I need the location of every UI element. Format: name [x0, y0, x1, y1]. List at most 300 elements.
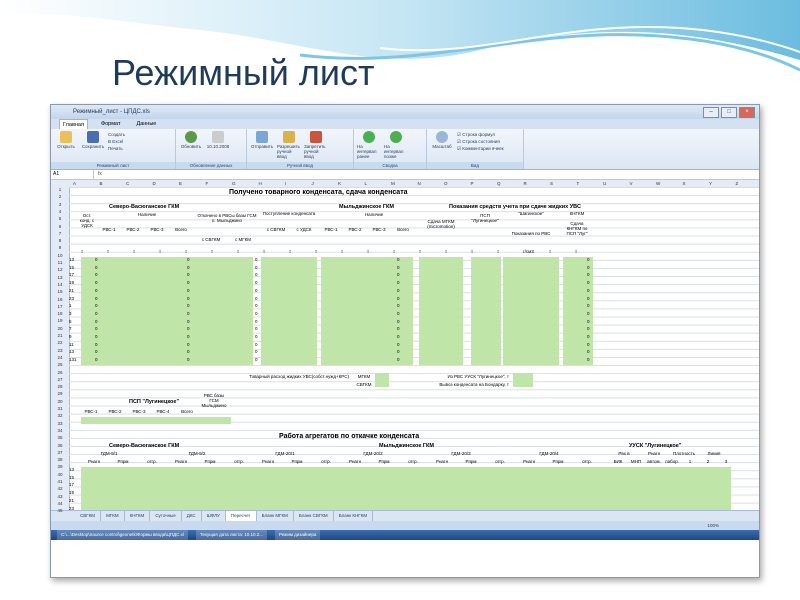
sheet-tab[interactable]: ШФЛУ	[202, 511, 226, 521]
sheet-tab[interactable]: МГКМ	[101, 511, 125, 521]
fx-icon: fx	[98, 171, 102, 177]
value-cell: 0	[587, 318, 590, 324]
column-header[interactable]: A	[73, 181, 77, 186]
ribbon-group-view	[427, 129, 524, 169]
sheet-tab[interactable]: Бланк СВГКМ	[294, 511, 334, 521]
calendar-icon	[212, 131, 224, 143]
mg-nalichie-label: Наличие	[364, 212, 384, 217]
row-header[interactable]: 1	[58, 187, 62, 192]
s-svgkm-label: с СВГКМ	[201, 237, 221, 242]
value-cell: 0	[397, 257, 400, 262]
row-header[interactable]: 42	[57, 486, 63, 492]
row-header[interactable]: 40	[57, 471, 63, 477]
uusk-sub-label: БИК	[613, 459, 623, 464]
uusk-sub-label: 3	[724, 459, 728, 464]
row-header[interactable]: 4	[58, 208, 62, 214]
open-button[interactable]: Открыть	[54, 131, 78, 169]
value-cell: 0	[255, 280, 258, 286]
taskbar-item-path[interactable]: C:\...\Desktop\Source control\geonetk\Формы ввода\ЦПДС.xl	[57, 530, 188, 540]
excel-screenshot	[50, 104, 760, 578]
time-cell: 13	[69, 257, 75, 262]
green-input-column[interactable]	[99, 257, 199, 365]
sheet-tab[interactable]: ДКС	[182, 511, 202, 521]
name-box[interactable]: A1	[51, 170, 94, 179]
pump-mg-header: Мыльджинское ГКМ	[379, 443, 434, 449]
pump-col-label: отгр.	[321, 459, 331, 464]
arrow-left-icon	[363, 131, 375, 143]
uusk-sub-label: 1	[688, 459, 692, 464]
gdm-label: ГДМ-9/1	[100, 451, 118, 456]
gdm-label: ГДМ-20/1	[275, 451, 295, 456]
row-header[interactable]: 43	[57, 493, 63, 499]
value-cell: 0	[187, 310, 190, 316]
value-cell: 0	[587, 257, 590, 262]
uusk-header: УУСК "Лугинецкое"	[629, 443, 682, 449]
value-cell: 0	[95, 341, 98, 347]
group-label: Ручной ввод	[247, 162, 353, 169]
time-cell: 17	[69, 272, 75, 278]
row-header[interactable]: 2	[58, 194, 62, 200]
pump-col-label: Рнагн	[261, 459, 275, 464]
column-header[interactable]: H	[258, 181, 262, 186]
column-header[interactable]: O	[444, 181, 448, 186]
row-header[interactable]: 19	[57, 318, 63, 324]
value-cell: 0	[397, 272, 400, 278]
uusk-sub-label: лабор.	[665, 459, 679, 464]
uusk-sub-label: автом.	[647, 459, 661, 464]
value-cell: 0	[255, 264, 258, 270]
taskbar	[51, 530, 759, 540]
pump-time-cell: 23	[69, 505, 75, 510]
magnifier-icon	[436, 131, 448, 143]
row-header[interactable]: 31	[57, 406, 63, 411]
value-cell: 0	[587, 272, 590, 278]
time-cell: 9	[69, 334, 72, 339]
pump-col-label: Рпрм	[204, 459, 216, 464]
pump-sv-header: Северо-Васюганское ГКМ	[109, 443, 180, 449]
save-button[interactable]: Сохранить	[81, 131, 105, 169]
psp-rvs2: РВС-2	[108, 409, 122, 414]
row-header[interactable]: 14	[57, 281, 63, 287]
row-header[interactable]: 34	[57, 427, 63, 433]
lock-icon	[310, 131, 322, 143]
column-header[interactable]: C	[126, 181, 130, 186]
row-header[interactable]: 15	[57, 289, 63, 295]
postup-svgkm-label: с СВГКМ	[266, 227, 286, 232]
row-header[interactable]: 44	[57, 500, 63, 506]
value-cell: 0	[95, 272, 98, 278]
green-input-column[interactable]	[193, 257, 253, 365]
value-cell: 0	[587, 334, 590, 339]
unit-cell: т	[107, 249, 110, 254]
value-cell: 0	[187, 326, 190, 332]
sheet-tab[interactable]: Бланк КНГКМ	[334, 511, 373, 521]
row-header[interactable]: 16	[57, 296, 63, 302]
value-cell: 0	[187, 341, 190, 347]
main-title: Получено товарного конденсата, сдача конденсата	[229, 189, 408, 196]
group-label: Режимный лист	[51, 162, 175, 169]
value-cell: 0	[397, 349, 400, 355]
row-header[interactable]: 5	[58, 216, 62, 222]
column-header[interactable]: J	[311, 181, 314, 186]
value-cell: 0	[95, 326, 98, 332]
row-header[interactable]: 26	[57, 369, 63, 375]
value-cell: 0	[187, 280, 190, 286]
uusk-sub-label: МНП	[630, 459, 642, 464]
column-header[interactable]: S	[550, 181, 554, 186]
column-header[interactable]: V	[629, 181, 633, 186]
pump-col-label: Рпрм	[291, 459, 303, 464]
row-header[interactable]: 39	[57, 464, 63, 470]
value-cell: 0	[187, 264, 190, 270]
zoom-button[interactable]: Масштаб	[430, 131, 454, 169]
time-cell: 5	[69, 318, 72, 324]
ribbon-group-update	[176, 129, 247, 169]
uusk-sub-label: 2	[706, 459, 710, 464]
sv-gkm-header: Северо-Васюганское ГКМ	[109, 204, 180, 210]
psp-vsego: Всего	[181, 409, 193, 414]
value-cell: 0	[95, 318, 98, 324]
column-header[interactable]: E	[179, 181, 183, 186]
floppy-icon	[87, 131, 99, 143]
row-header[interactable]: 28	[57, 384, 63, 390]
comments-toggle[interactable]: ☑ Комментарии ячеек	[457, 146, 504, 151]
value-cell: 0	[95, 334, 98, 339]
value-cell: 0	[255, 310, 258, 316]
ribbon-group-summary	[354, 129, 427, 169]
unit-cell: т	[497, 249, 500, 254]
row-header[interactable]: 18	[57, 311, 63, 317]
window-titlebar	[51, 105, 759, 119]
rabota-title: Работа агрегатов по откачке конденсата	[279, 433, 420, 440]
value-cell: 0	[95, 310, 98, 316]
row-header[interactable]: 8	[58, 238, 62, 244]
prev-interval-button[interactable]: На интервал ранее	[357, 131, 381, 169]
unit-cell: г/см3	[523, 249, 534, 254]
value-cell: 0	[397, 318, 400, 324]
sdacha-label: Сдача МГКМ (micromotion)	[427, 219, 455, 229]
row-header[interactable]: 36	[57, 442, 63, 448]
create-button[interactable]: Создать	[108, 132, 126, 137]
sheet-area[interactable]	[69, 187, 759, 510]
value-cell: 0	[95, 357, 98, 363]
row-header[interactable]: 7	[58, 230, 62, 236]
rvs1-label: РВС-1	[102, 227, 116, 232]
value-cell: 0	[397, 357, 400, 363]
row-header[interactable]: 33	[57, 420, 63, 426]
column-header[interactable]: M	[391, 181, 395, 186]
value-cell: 0	[255, 318, 258, 324]
column-header[interactable]: U	[603, 181, 607, 186]
value-cell: 0	[587, 303, 590, 309]
unit-cell: т	[159, 249, 162, 254]
time-cell: 15	[69, 264, 75, 270]
value-cell: 0	[397, 287, 400, 293]
group-label: Сводка	[354, 162, 426, 169]
time-cell: 131	[69, 357, 77, 363]
value-cell: 0	[187, 287, 190, 293]
unit-cell: т	[445, 249, 448, 254]
rvs-bazy-label: РВС базы ГСМ Мыльджино	[201, 393, 227, 408]
green-input-column[interactable]	[261, 257, 317, 365]
mg-rvs2-label: РВС-2	[348, 227, 362, 232]
value-cell: 0	[255, 287, 258, 293]
vyvoz-input[interactable]	[513, 373, 533, 387]
time-cell: 23	[69, 295, 75, 301]
value-cell: 0	[95, 349, 98, 355]
column-header[interactable]: F	[205, 181, 209, 186]
unit-cell: т	[549, 249, 552, 254]
pump-col-label: отгр.	[234, 459, 244, 464]
shaginskoe-label: "Шагинское"	[518, 211, 544, 216]
column-header[interactable]: R	[523, 181, 527, 186]
uusk-col-label: Рвх в	[618, 451, 630, 456]
value-cell: 0	[587, 357, 590, 363]
status-bar-toggle[interactable]: ☑ Строка состояния	[457, 139, 500, 144]
postup-udsk-label: с УДСК	[296, 227, 312, 232]
pump-col-label: отгр.	[495, 459, 505, 464]
row-header[interactable]: 13	[57, 274, 63, 280]
date-button[interactable]: 10.10.2008	[206, 131, 230, 169]
value-cell: 0	[397, 334, 400, 339]
unit-cell: т	[419, 249, 422, 254]
pump-col-label: Рпрм	[117, 459, 129, 464]
green-input-column[interactable]	[471, 257, 501, 365]
row-header[interactable]: 30	[57, 398, 63, 404]
value-cell: 0	[587, 287, 590, 293]
value-cell: 0	[397, 341, 400, 347]
row-header[interactable]: 21	[57, 333, 63, 338]
green-input-column[interactable]	[419, 257, 463, 365]
column-header[interactable]: L	[364, 181, 368, 186]
time-cell: 13	[69, 349, 75, 355]
refresh-button[interactable]: Обновить	[179, 131, 203, 169]
row-headers	[51, 187, 70, 514]
value-cell: 0	[255, 326, 258, 332]
row-header[interactable]: 41	[57, 479, 63, 484]
value-cell: 0	[397, 295, 400, 301]
time-cell: 19	[69, 280, 75, 286]
taskbar-item-designer[interactable]: Режим дизайнера	[275, 530, 320, 540]
psp-block-header: ПСП "Лугинецкое"	[129, 399, 180, 405]
unit-cell: т	[471, 249, 474, 254]
row-header[interactable]: 10	[57, 252, 63, 258]
pump-time-cell: 19	[69, 490, 75, 496]
mgkm-label: МГКМ	[357, 374, 371, 379]
uusk-col-label: Плотность	[672, 451, 696, 456]
send-button[interactable]: Отправить	[250, 131, 274, 169]
tab-data[interactable]: Данные	[136, 121, 157, 127]
value-cell: 0	[255, 303, 258, 309]
row-header[interactable]: 22	[57, 340, 63, 346]
minimize-button[interactable]: –	[703, 107, 719, 118]
column-header[interactable]: W	[656, 181, 661, 186]
rashod-input[interactable]	[375, 373, 389, 387]
value-cell: 0	[397, 310, 400, 316]
time-cell: 3	[69, 310, 72, 316]
unit-cell: т	[341, 249, 344, 254]
pump-time-cell: 13	[69, 467, 75, 472]
deny-manual-button[interactable]: Запретить ручной ввод	[304, 131, 328, 169]
row-header[interactable]: 29	[57, 391, 63, 397]
value-cell: 0	[255, 334, 258, 339]
unit-cell: т	[133, 249, 136, 254]
psp-input-row[interactable]	[81, 417, 231, 424]
unit-cell: т	[289, 249, 292, 254]
column-header[interactable]: P	[470, 181, 474, 186]
gdm-label: ГДМ-20/3	[451, 451, 471, 456]
row-header[interactable]: 45	[57, 508, 63, 514]
ost-label: Ост. конд. с УДСК	[79, 213, 95, 228]
slide-title: Режимный лист	[112, 52, 375, 93]
column-header[interactable]: D	[152, 181, 156, 186]
value-cell: 0	[587, 280, 590, 286]
formula-bar	[51, 170, 759, 180]
sheet-tabs	[51, 510, 759, 521]
ribbon-tabs	[51, 119, 759, 129]
otkach-label: Откачено в РВСы базы ГСМ п. Мыльджино	[197, 213, 257, 223]
value-cell: 0	[95, 280, 98, 286]
unit-cell: т	[393, 249, 396, 254]
green-input-column[interactable]	[503, 257, 559, 365]
row-header[interactable]: 38	[57, 457, 63, 463]
row-header[interactable]: 17	[57, 303, 63, 309]
pump-col-label: Рнагн	[174, 459, 188, 464]
tovar-rashod-label: Товарный расход жидких УВС(собст.нужд+КРС)	[249, 374, 349, 379]
column-header[interactable]: Y	[709, 181, 713, 186]
column-header[interactable]: Q	[497, 181, 501, 186]
pump-time-cell: 17	[69, 482, 75, 488]
pump-col-label: Рпрм	[552, 459, 564, 464]
row-header[interactable]: 9	[58, 245, 62, 251]
value-cell: 0	[255, 257, 258, 262]
row-header[interactable]: 35	[57, 435, 63, 441]
value-cell: 0	[255, 357, 258, 363]
status-bar	[51, 521, 759, 530]
tab-home[interactable]: Главная	[59, 119, 88, 129]
zoom-level[interactable]: 100%	[707, 523, 719, 528]
value-cell: 0	[255, 272, 258, 278]
iz-rvs-label: Из РВС УУСК "Лугинецкое", т	[447, 374, 509, 379]
column-header[interactable]: B	[99, 181, 103, 186]
sheet-tab[interactable]: Пересчет	[226, 511, 257, 521]
psp-rvs4: РВС-4	[156, 409, 170, 414]
value-cell: 0	[255, 349, 258, 355]
value-cell: 0	[187, 318, 190, 324]
gdm-label: ГДМ-9/2	[188, 451, 206, 456]
row-header[interactable]: 37	[57, 449, 63, 455]
pump-col-label: отгр.	[147, 459, 157, 464]
svgkm-label: СВГКМ	[356, 382, 372, 387]
next-interval-button[interactable]: На интервал позже	[384, 131, 408, 169]
pump-time-cell: 15	[69, 474, 75, 480]
refresh-icon	[185, 131, 197, 143]
value-cell: 0	[587, 341, 590, 347]
allow-manual-button[interactable]: Разрешить ручной ввод	[277, 131, 301, 169]
psp-rvs3: РВС-3	[132, 409, 146, 414]
unit-cell: т	[263, 249, 266, 254]
value-cell: 0	[187, 303, 190, 309]
row-header[interactable]: 27	[57, 376, 63, 382]
value-cell: 0	[397, 326, 400, 332]
time-cell: 21	[69, 287, 75, 293]
pump-input-area[interactable]	[81, 467, 731, 510]
nalichie-label: Наличие	[137, 212, 157, 217]
formula-bar-toggle[interactable]: ☑ Строка формул	[457, 132, 496, 137]
column-header[interactable]: K	[338, 181, 342, 186]
row-header[interactable]: 25	[57, 362, 63, 368]
meters-header: Показания средств учета при сдаче жидких УВС	[449, 204, 581, 210]
column-header[interactable]: N	[417, 181, 421, 186]
pump-col-label: отгр.	[408, 459, 418, 464]
time-cell: 7	[69, 326, 72, 332]
sheet-tab[interactable]: Суточные	[150, 511, 181, 521]
column-header[interactable]: X	[682, 181, 686, 186]
group-label: Обновление данных	[176, 162, 246, 169]
pump-col-label: Рнагн	[522, 459, 536, 464]
row-header[interactable]: 20	[57, 325, 63, 331]
column-header[interactable]: Z	[735, 181, 739, 186]
sheet-tab[interactable]: СВГКМ	[75, 511, 101, 521]
pump-col-label: Рнагн	[87, 459, 101, 464]
folder-icon	[60, 131, 72, 143]
print-button[interactable]: Печать	[108, 146, 123, 151]
row-header[interactable]: 32	[57, 413, 63, 419]
arrow-right-icon	[390, 131, 402, 143]
pump-col-label: Рнагн	[435, 459, 449, 464]
sheet-tab[interactable]: КНГКМ	[125, 511, 151, 521]
row-header[interactable]: 23	[57, 347, 63, 353]
sheet-tab[interactable]: Бланк МГКМ	[257, 511, 294, 521]
time-cell: 1	[69, 303, 72, 309]
value-cell: 0	[187, 272, 190, 278]
column-header[interactable]: T	[576, 181, 580, 186]
mg-gkm-header: Мыльджинское ГКМ	[339, 204, 394, 210]
taskbar-item-date[interactable]: Текущая дата листа: 10.10.2...	[196, 530, 267, 540]
unit-cell: т	[237, 249, 240, 254]
psp-label: ПСП "Лугинецкое"	[471, 213, 499, 223]
value-cell: 0	[587, 326, 590, 332]
kngkm-label: КНГКМ	[569, 211, 585, 216]
value-cell: 0	[397, 303, 400, 309]
close-button[interactable]: ×	[739, 107, 755, 118]
column-header[interactable]: I	[285, 181, 287, 186]
spreadsheet-grid	[51, 180, 759, 514]
unit-cell: т	[185, 249, 188, 254]
row-header[interactable]: 6	[58, 223, 62, 229]
to-excel-button[interactable]: В Excel	[108, 139, 124, 144]
value-cell: 0	[587, 349, 590, 355]
value-cell: 0	[255, 341, 258, 347]
gdm-label: ГДМ-20/2	[363, 451, 383, 456]
maximize-button[interactable]: □	[721, 107, 737, 118]
column-header[interactable]: G	[232, 181, 236, 186]
value-cell: 0	[255, 295, 258, 301]
psp-rvs1: РВС-1	[84, 409, 98, 414]
pump-col-label: отгр.	[582, 459, 592, 464]
row-header[interactable]: 24	[57, 354, 63, 360]
row-header[interactable]: 3	[58, 201, 62, 207]
value-cell: 0	[587, 310, 590, 316]
tab-format[interactable]: Формат	[100, 121, 121, 127]
row-header[interactable]: 11	[57, 260, 63, 265]
value-cell: 0	[587, 264, 590, 270]
row-header[interactable]: 12	[57, 267, 63, 273]
unit-cell: т	[315, 249, 318, 254]
pokaz-rvs-label: Показания по РВС	[511, 231, 551, 236]
unit-cell: т	[575, 249, 578, 254]
send-icon	[256, 131, 268, 143]
